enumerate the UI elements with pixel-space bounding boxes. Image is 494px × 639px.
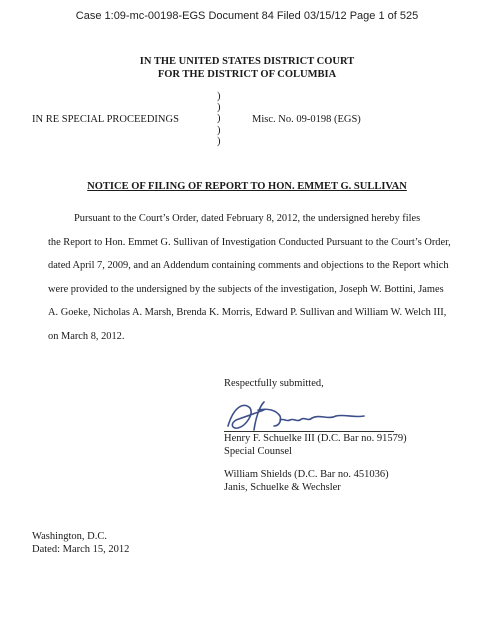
caption-paren: ): [217, 102, 221, 114]
body-paragraph: [48, 212, 454, 353]
date-line: Dated: March 15, 2012: [32, 544, 130, 555]
court-name-line-2: FOR THE DISTRICT OF COLUMBIA: [157, 69, 337, 80]
signer-name: Henry F. Schuelke III (D.C. Bar no. 91579): [224, 433, 407, 444]
handwritten-signature: [224, 396, 384, 436]
body-line: Pursuant to the Court’s Order, dated February 8, 2012, the undersigned hereby files: [74, 213, 421, 224]
closing-text: Respectfully submitted,: [224, 378, 324, 389]
case-header: Case 1:09-mc-00198-EGS Document 84 Filed 03/15/12 Page 1 of 525: [75, 10, 419, 22]
body-line: were provided to the undersigned by the subjects of the investigation, Joseph W. Bottini, James: [48, 283, 444, 295]
caption-matter: IN RE SPECIAL PROCEEDINGS: [32, 114, 179, 125]
place: Washington, D.C.: [32, 531, 107, 542]
body-line: A. Goeke, Nicholas A. Marsh, Brenda K. Morris, Edward P. Sullivan and William W. Welch III,: [48, 307, 447, 318]
case-number: Misc. No. 09-0198 (EGS): [252, 114, 361, 125]
body-line: the Report to Hon. Emmet G. Sullivan of Investigation Conducted Pursuant to the Court’s Order,: [48, 236, 451, 248]
caption-divider: [217, 91, 227, 147]
caption-paren: ): [217, 113, 221, 125]
body-line: dated April 7, 2009, and an Addendum containing comments and objections to the Report which: [48, 260, 449, 271]
body-line: on March 8, 2012.: [48, 330, 125, 342]
court-name-line-1: IN THE UNITED STATES DISTRICT COURT: [139, 56, 355, 67]
caption-paren: ): [217, 135, 221, 147]
caption-paren: ): [217, 124, 221, 136]
law-firm: Janis, Schuelke & Wechsler: [224, 482, 341, 493]
notice-title: NOTICE OF FILING OF REPORT TO HON. EMMET G. SULLIVAN: [87, 181, 407, 192]
caption-paren: ): [217, 91, 221, 102]
signature-line: [224, 431, 394, 432]
cosigner-name: William Shields (D.C. Bar no. 451036): [224, 469, 389, 480]
signer-title: Special Counsel: [224, 446, 292, 457]
